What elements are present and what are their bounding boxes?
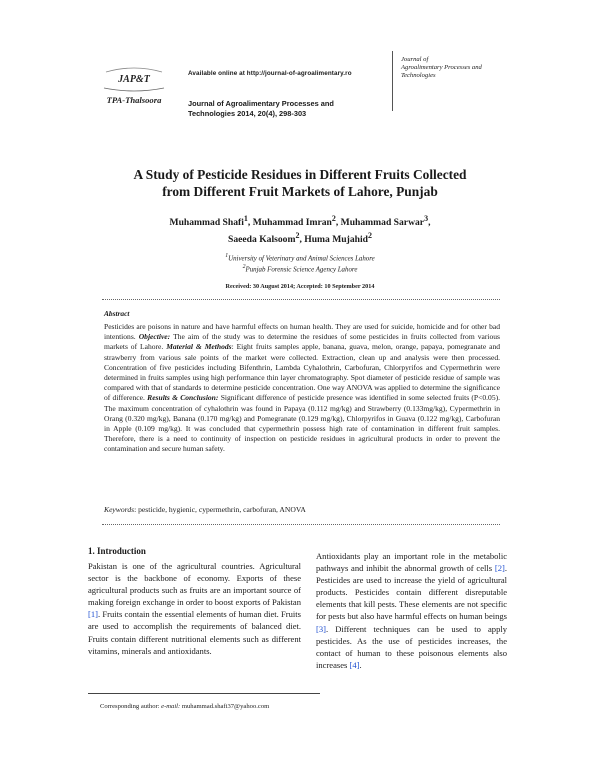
intro-right-text-d: . <box>359 659 362 670</box>
keywords-list: : pesticide, hygienic, cypermethrin, carbofuran, ANOVA <box>134 505 306 514</box>
keywords-label: Keywords <box>104 505 135 514</box>
affiliation-2 <box>100 263 500 274</box>
footnote-label: Corresponding author: <box>100 703 162 710</box>
author-list: Muhammad Shafi$^1$, Muhammad Imran$^2$, Muhammad Sarwar$^3$, Saeeda Kalsoom$^2$, Huma Mujahid$^2$ <box>169 214 431 246</box>
journal-logo-graphic <box>100 66 168 106</box>
intro-right-text-b: . Pesticides are used to increase the yield of agricultural products. Pesticides contain different disreputable elements that kill pests. These elements are not specific for pests but also have harmful effects on human beings <box>316 563 507 622</box>
intro-left-text-b: . Fruits contain the essential elements of human diet. Fruits are used to accomplish the requirements of balanced diet. Fruits contain different nutritional elements such as different vitamins, minerals and antioxidants. <box>88 609 301 656</box>
citation-link-3[interactable]: [3] <box>316 623 326 634</box>
abstract-methods: : Eight fruits samples apple, banana, guava, melon, orange, papaya, pomegranate and strawberry from various sale points of the market were collected. Extraction, clean up and analysis were then processed. Concentration of five pesticides including Bifenthrin, Lambda Cyhalothrin, Carbofuran, Chlorpyrifos and Cypermethrin were determined in fruits samples using high performance thin layer chromatography. Spot diameter of pesticide residue of sample was compared with that of standards to determine pesticide concentration. One way ANOVA was applied to determine the significance of difference. <box>104 342 500 403</box>
citation-link-2[interactable]: [2] <box>494 563 505 574</box>
journal-box-line2: Agroalimentary Processes and <box>401 64 482 71</box>
intro-left-column <box>88 560 301 657</box>
abstract-objective: The aim of the study was to determine the residues of some pesticides in fruits collected from various markets of Lahore. <box>104 332 500 352</box>
journal-citation <box>188 99 378 119</box>
journal-logo <box>100 66 168 106</box>
author-3-affil: 3 <box>424 214 429 223</box>
author-3: Muhammad Sarwar <box>340 217 425 229</box>
logo-top-text: JAP&T <box>118 74 150 85</box>
intro-right-text-c: . Different techniques can be used to apply pesticides. As the use of pesticides increases, the contact of human to these poisonous elements also increases <box>316 623 507 670</box>
author-5-affil: 2 <box>367 231 372 241</box>
results-label: Results & Conclusion: <box>147 393 219 403</box>
journal-citation-line2: Technologies 2014, 20(4), 298-303 <box>188 109 307 118</box>
affiliation-1-text: University of Veterinary and Animal Sciences Lahore <box>228 255 375 263</box>
section-heading-introduction: 1. Introduction <box>88 546 146 556</box>
abstract-body <box>104 322 500 455</box>
author-email[interactable]: muhammad.shafi37@yahoo.com <box>180 703 270 710</box>
objective-label: Objective: <box>138 332 171 342</box>
author-1-affil: 1 <box>243 214 248 223</box>
received-accepted-dates: Received: 30 August 2014; Accepted: 10 September 2014 <box>225 283 375 290</box>
methods-label: Material & Methods <box>166 342 232 352</box>
affiliation-2-text: Punjab Forensic Science Agency Lahore <box>245 266 358 274</box>
affiliation-1-sup: 1 <box>225 253 229 259</box>
divider-top <box>102 299 500 300</box>
journal-name-box <box>392 51 503 111</box>
abstract-intro: Pesticides are poisons in nature and have harmful effects on human health. They are used for suicide, homicide and for other bad intentions. <box>104 322 500 342</box>
divider-bottom <box>102 524 500 525</box>
intro-left-text-a: Pakistan is one of the agricultural countries. Agricultural sector is the backbone of economy. Exports of these agricultural products such as fruits are an important source of making foreign exchange in order to boost exports of Pakistan <box>88 561 301 608</box>
journal-box-line3: Technologies <box>401 72 436 79</box>
article-title <box>90 166 510 200</box>
article-title-line2: from Different Fruit Markets of Lahore, Punjab <box>162 184 438 199</box>
author-4: Saeeda Kalsoom <box>228 234 296 246</box>
available-online: Available online at http://journal-of-agroalimentary.ro <box>188 70 352 77</box>
author-5: Huma Mujahid <box>304 234 368 246</box>
author-2-affil: 2 <box>331 214 336 223</box>
journal-citation-line1: Journal of Agroalimentary Processes and <box>188 99 334 108</box>
logo-bottom-text: TPA-Thalsoora <box>106 95 162 105</box>
article-title-line1: A Study of Pesticide Residues in Different Fruits Collected <box>133 167 467 182</box>
affiliations <box>100 252 500 275</box>
intro-right-text-a: Antioxidants play an important role in the metabolic pathways and inhibit the abnormal growth of cells <box>316 551 507 574</box>
keywords <box>104 505 500 514</box>
affiliation-1 <box>100 252 500 263</box>
author-1: Muhammad Shafi <box>169 217 244 229</box>
corresponding-author <box>100 703 269 710</box>
affiliation-2-sup: 2 <box>242 264 246 271</box>
abstract-heading: Abstract <box>104 309 130 318</box>
abstract-results: Significant difference of pesticide presence was identified in some selected fruits (P<0.05). The maximum concentration of cyhalothrin was found in Papaya (0.112 mg/kg) and Strawberry (0.133mg/kg), Cypermethrin in Orang (0.320 mg/kg), Banana (0.170 mg/kg) and Pomegranate (0.129 mg/kg), Chlorpyrifos in Guava (0.122 mg/kg), Carbofuran in Apple (0.109 mg/kg). It was concluded that cypermethrin possess high rate of contamination in different fruit samples. Therefore, there is a need to continuity of inspection on pesticide residues in agricultural products in order to prevent the contamination and secure human safety. <box>104 393 500 454</box>
author-2: Muhammad Imran <box>252 217 332 229</box>
citation-link-1[interactable]: [1] <box>88 609 98 620</box>
journal-box-line1: Journal of <box>401 56 429 63</box>
author-4-affil: 2 <box>295 231 300 241</box>
citation-link-4[interactable]: [4] <box>349 659 360 670</box>
intro-right-column <box>316 550 507 671</box>
email-label: e-mail: <box>161 703 181 710</box>
footnote-rule <box>88 693 320 694</box>
